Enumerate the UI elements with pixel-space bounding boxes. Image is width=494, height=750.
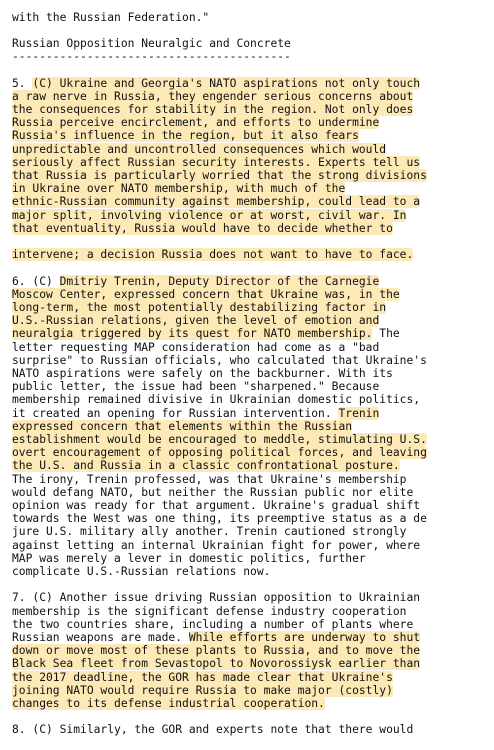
highlighted-text: down or move most of these plants to Russia, and to move the xyxy=(12,644,421,658)
text-line xyxy=(12,222,393,235)
text-line xyxy=(12,697,325,710)
text-segment: The irony, Trenin professed, was that Ukraine's membership xyxy=(12,472,407,486)
text-line xyxy=(12,314,379,327)
text-segment: NATO aspirations were safely on the backburner. With its xyxy=(12,366,393,380)
text-segment: the two countries share, including a number of plants where xyxy=(12,617,414,631)
highlighted-text: unpredictable and uncontrolled consequences which would xyxy=(12,142,387,156)
text-line xyxy=(12,209,406,222)
text-segment: 7. (C) Another issue driving Russian opposition to Ukrainian xyxy=(12,591,421,605)
highlighted-text: changes to its defense industrial cooperation. xyxy=(12,696,325,710)
text-line xyxy=(12,657,420,670)
text-line xyxy=(12,512,427,525)
text-line xyxy=(12,367,393,380)
text-line xyxy=(12,644,420,657)
text-line xyxy=(12,354,427,367)
text-segment: 6. (C) xyxy=(12,274,60,288)
highlighted-text: the 2017 deadline, the GOR has made clear that Ukraine's xyxy=(12,670,393,684)
text-line xyxy=(12,11,209,24)
text-segment: would defang NATO, but neither the Russian public nor elite xyxy=(12,485,414,499)
text-line xyxy=(12,671,393,684)
text-line xyxy=(12,723,413,736)
text-segment: opinion was ready for that argument. Ukraine's gradual shift xyxy=(12,498,421,512)
text-segment: 8. (C) Similarly, the GOR and experts note that there would xyxy=(12,723,414,737)
text-line xyxy=(12,275,379,288)
text-line xyxy=(12,129,359,142)
highlighted-text: seriously affect Russian security interests. Experts tell us xyxy=(12,155,421,169)
text-line xyxy=(12,684,393,697)
text-segment: it created an opening for Russian intervention. xyxy=(12,406,339,420)
text-segment: ----------------------------------------- xyxy=(12,50,291,64)
highlighted-text: Dmitriy Trenin, Deputy Director of the Carnegie xyxy=(59,274,380,288)
text-line xyxy=(12,327,400,340)
highlighted-text: Black Sea fleet from Sevastopol to Novorossiysk earlier than xyxy=(12,657,421,671)
text-line xyxy=(12,565,270,578)
highlighted-text: that Russia is particularly worried that the strong divisions xyxy=(12,168,427,182)
text-line xyxy=(12,156,420,169)
text-segment: against letting an internal Ukrainian fight for power, where xyxy=(12,538,421,552)
highlighted-text: expressed concern that elements within the Russian xyxy=(12,419,353,433)
text-line xyxy=(12,525,406,538)
text-segment: membership is the significant defense industry cooperation xyxy=(12,604,407,618)
text-segment: Russian Opposition Neuralgic and Concrete xyxy=(12,36,291,50)
text-segment: with the Russian Federation." xyxy=(12,10,210,24)
text-segment: membership remained divisive in Ukrainian domestic politics, xyxy=(12,393,421,407)
text-segment: towards the West was one thing, its preemptive status as a de xyxy=(12,512,427,526)
text-line xyxy=(12,591,420,604)
highlighted-text: neuralgia triggered by its quest for NATO membership. xyxy=(12,327,373,341)
text-line xyxy=(12,37,291,50)
text-segment: public letter, the issue had been "sharpened." Because xyxy=(12,380,380,394)
text-line xyxy=(12,169,427,182)
text-line xyxy=(12,459,400,472)
text-line xyxy=(12,473,406,486)
highlighted-text: While efforts are underway to shut xyxy=(188,630,421,644)
highlighted-text: major split, involving violence or at worst, civil war. In xyxy=(12,208,407,222)
text-line xyxy=(12,420,352,433)
highlighted-text: Russia's influence in the region, but it also fears xyxy=(12,129,359,143)
highlighted-text: a raw nerve in Russia, they engender serious concerns about xyxy=(12,89,414,103)
highlighted-text: that eventuality, Russia would have to decide whether to xyxy=(12,221,393,235)
text-line xyxy=(12,116,379,129)
text-line xyxy=(12,552,366,565)
text-segment: MAP was merely a lever in domestic politics, further xyxy=(12,551,366,565)
text-line xyxy=(12,618,413,631)
text-line xyxy=(12,393,420,406)
text-line xyxy=(12,631,420,644)
text-line xyxy=(12,380,379,393)
text-line xyxy=(12,433,427,446)
text-segment: letter requesting MAP consideration had come as a "bad xyxy=(12,340,380,354)
text-line xyxy=(12,539,420,552)
text-line xyxy=(12,288,400,301)
text-line xyxy=(12,486,413,499)
highlighted-text: the U.S. and Russia in a classic confrontational posture. xyxy=(12,459,400,473)
text-segment: Russian weapons are made. xyxy=(12,630,189,644)
highlighted-text: the consequences for stability in the region. Not only does xyxy=(12,102,414,116)
text-line xyxy=(12,103,413,116)
text-line xyxy=(12,77,420,90)
highlighted-text: establishment would be encouraged to meddle, stimulating U.S. xyxy=(12,432,427,446)
text-line xyxy=(12,182,345,195)
highlighted-text: in Ukraine over NATO membership, with much of the xyxy=(12,182,346,196)
highlighted-text: (C) Ukraine and Georgia's NATO aspirations not only touch xyxy=(32,76,421,90)
highlighted-text: Russia perceive encirclement, and efforts to undermine xyxy=(12,116,380,130)
highlighted-text: Moscow Center, expressed concern that Ukraine was, in the xyxy=(12,287,400,301)
text-line xyxy=(12,605,406,618)
text-segment: jure U.S. military ally another. Trenin cautioned strongly xyxy=(12,525,407,539)
text-line xyxy=(12,195,420,208)
highlighted-text: long-term, the most potentially destabilizing factor in xyxy=(12,300,387,314)
highlighted-text: overt encouragement of opposing political forces, and leaving xyxy=(12,446,427,460)
text-segment: The xyxy=(372,327,400,341)
text-line xyxy=(12,341,379,354)
text-segment: 5. xyxy=(12,76,33,90)
highlighted-text: joining NATO would require Russia to make major (costly) xyxy=(12,683,393,697)
text-segment: complicate U.S.-Russian relations now. xyxy=(12,564,271,578)
text-segment: surprise" to Russian officials, who calculated that Ukraine's xyxy=(12,353,427,367)
highlighted-text: U.S.-Russian relations, given the level of emotion and xyxy=(12,314,380,328)
highlighted-text: ethnic-Russian community against membership, could lead to a xyxy=(12,195,421,209)
highlighted-text: intervene; a decision Russia does not want to have to face. xyxy=(12,248,414,262)
text-line xyxy=(12,143,386,156)
text-line xyxy=(12,301,386,314)
text-line xyxy=(12,248,413,261)
text-line xyxy=(12,499,420,512)
text-line xyxy=(12,50,291,63)
text-line xyxy=(12,90,413,103)
text-line xyxy=(12,407,379,420)
highlighted-text: Trenin xyxy=(338,406,380,420)
text-line xyxy=(12,446,427,459)
